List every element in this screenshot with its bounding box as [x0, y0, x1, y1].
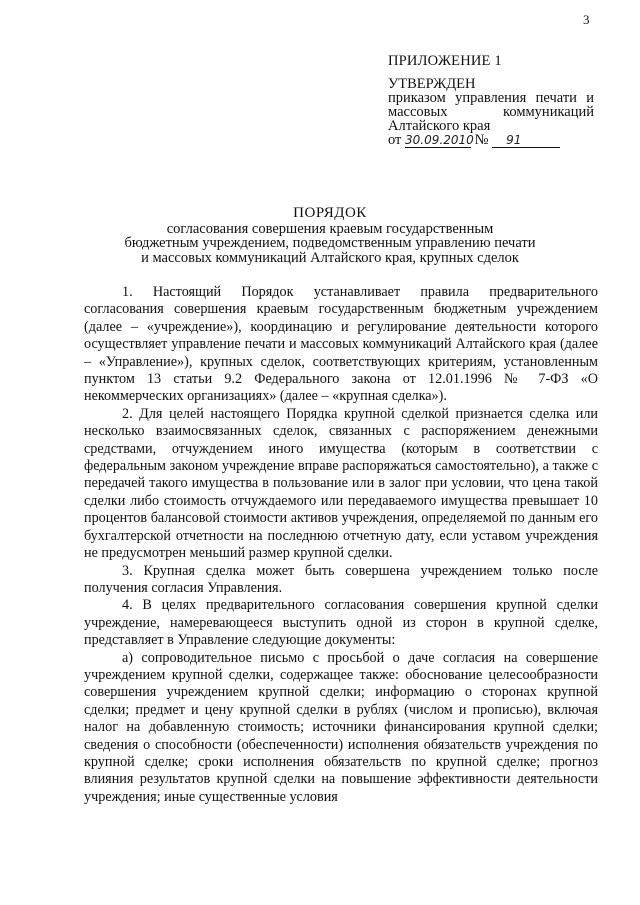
subtitle-line: бюджетным учреждением, подведомственным управлению печати — [124, 235, 536, 251]
approval-block — [388, 54, 594, 148]
number-sign: № — [474, 132, 489, 148]
paragraph-2: 2. Для целей настоящего Порядка крупной сделкой признается сделка или несколько взаимосвязанных сделок, связанных с распоряжением денежными средствами, отчуждением иного имущества (которым в соответствии с федеральным законом учреждение вправе распоряжаться самостоятельно), а также с передачей такого имущества в пользование или в залог при условии, что цена такой сделки либо стоимость отчуждаемого или передаваемого имущества превышает 10 процентов балансовой стоимости активов учреждения, определяемой по данным его бухгалтерской отчетности на последнюю отчетную дату, если уставом учреждения не предусмотрен меньший размер крупной сделки. — [84, 405, 598, 562]
handwritten-number: 91 — [492, 133, 560, 148]
page-number: 3 — [583, 12, 590, 27]
paragraph-4: 4. В целях предварительного согласования совершения крупной сделки учреждение, намеревающееся выступить одной из сторон в крупной сделке, представляет в Управление следующие документы: — [84, 597, 598, 649]
order-text: приказом управления печати и массовых коммуникаций Алтайского края — [388, 90, 594, 134]
document-body — [84, 284, 598, 806]
document-heading — [60, 206, 600, 265]
paragraph-1: 1. Настоящий Порядок устанавливает правила предварительного согласования совершения краевым государственным бюджетным учреждением (далее – «учреждение»), координацию и регулирование деятельности которого осуществляет управление печати и массовых коммуникаций Алтайского края (далее – «Управление»), крупных сделок, соответствующих критериям, установленным пунктом 13 статьи 9.2 Федерального закона от 12.01.1996 № 7-ФЗ «О некоммерческих организациях» (далее – «крупная сделка»). — [84, 284, 598, 405]
subtitle-line: согласования совершения краевым государственным — [166, 220, 494, 237]
paragraph-4a: а) сопроводительное письмо с просьбой о даче согласия на совершение учреждением крупной сделки, содержащее также: обоснование целесообразности совершения учреждением крупной сделки; информацию о сторонах крупной сделки; предмет и цену крупной сделки в рублях (числом и прописью), включая налог на добавленную стоимость; источники финансирования крупной сделки; сведения о способности (обеспеченности) исполнения обязательств учреждения по крупной сделке; сроки исполнения обязательств по крупной сделке; прогноз влияния результатов крупной сделки на повышение эффективности деятельности учреждения; иные существенные условия — [84, 649, 598, 805]
appendix-title: ПРИЛОЖЕНИЕ 1 — [388, 53, 502, 69]
order-date-line — [388, 133, 594, 148]
document-title: ПОРЯДОК — [293, 205, 367, 221]
date-prefix: от — [388, 132, 402, 148]
subtitle-line: и массовых коммуникаций Алтайского края, крупных сделок — [141, 249, 519, 266]
paragraph-3: 3. Крупная сделка может быть совершена учреждением только после получения согласия Управления. — [84, 562, 598, 596]
approved-label: УТВЕРЖДЕН — [388, 76, 476, 92]
handwritten-date: 30.09.2010 — [405, 133, 474, 147]
